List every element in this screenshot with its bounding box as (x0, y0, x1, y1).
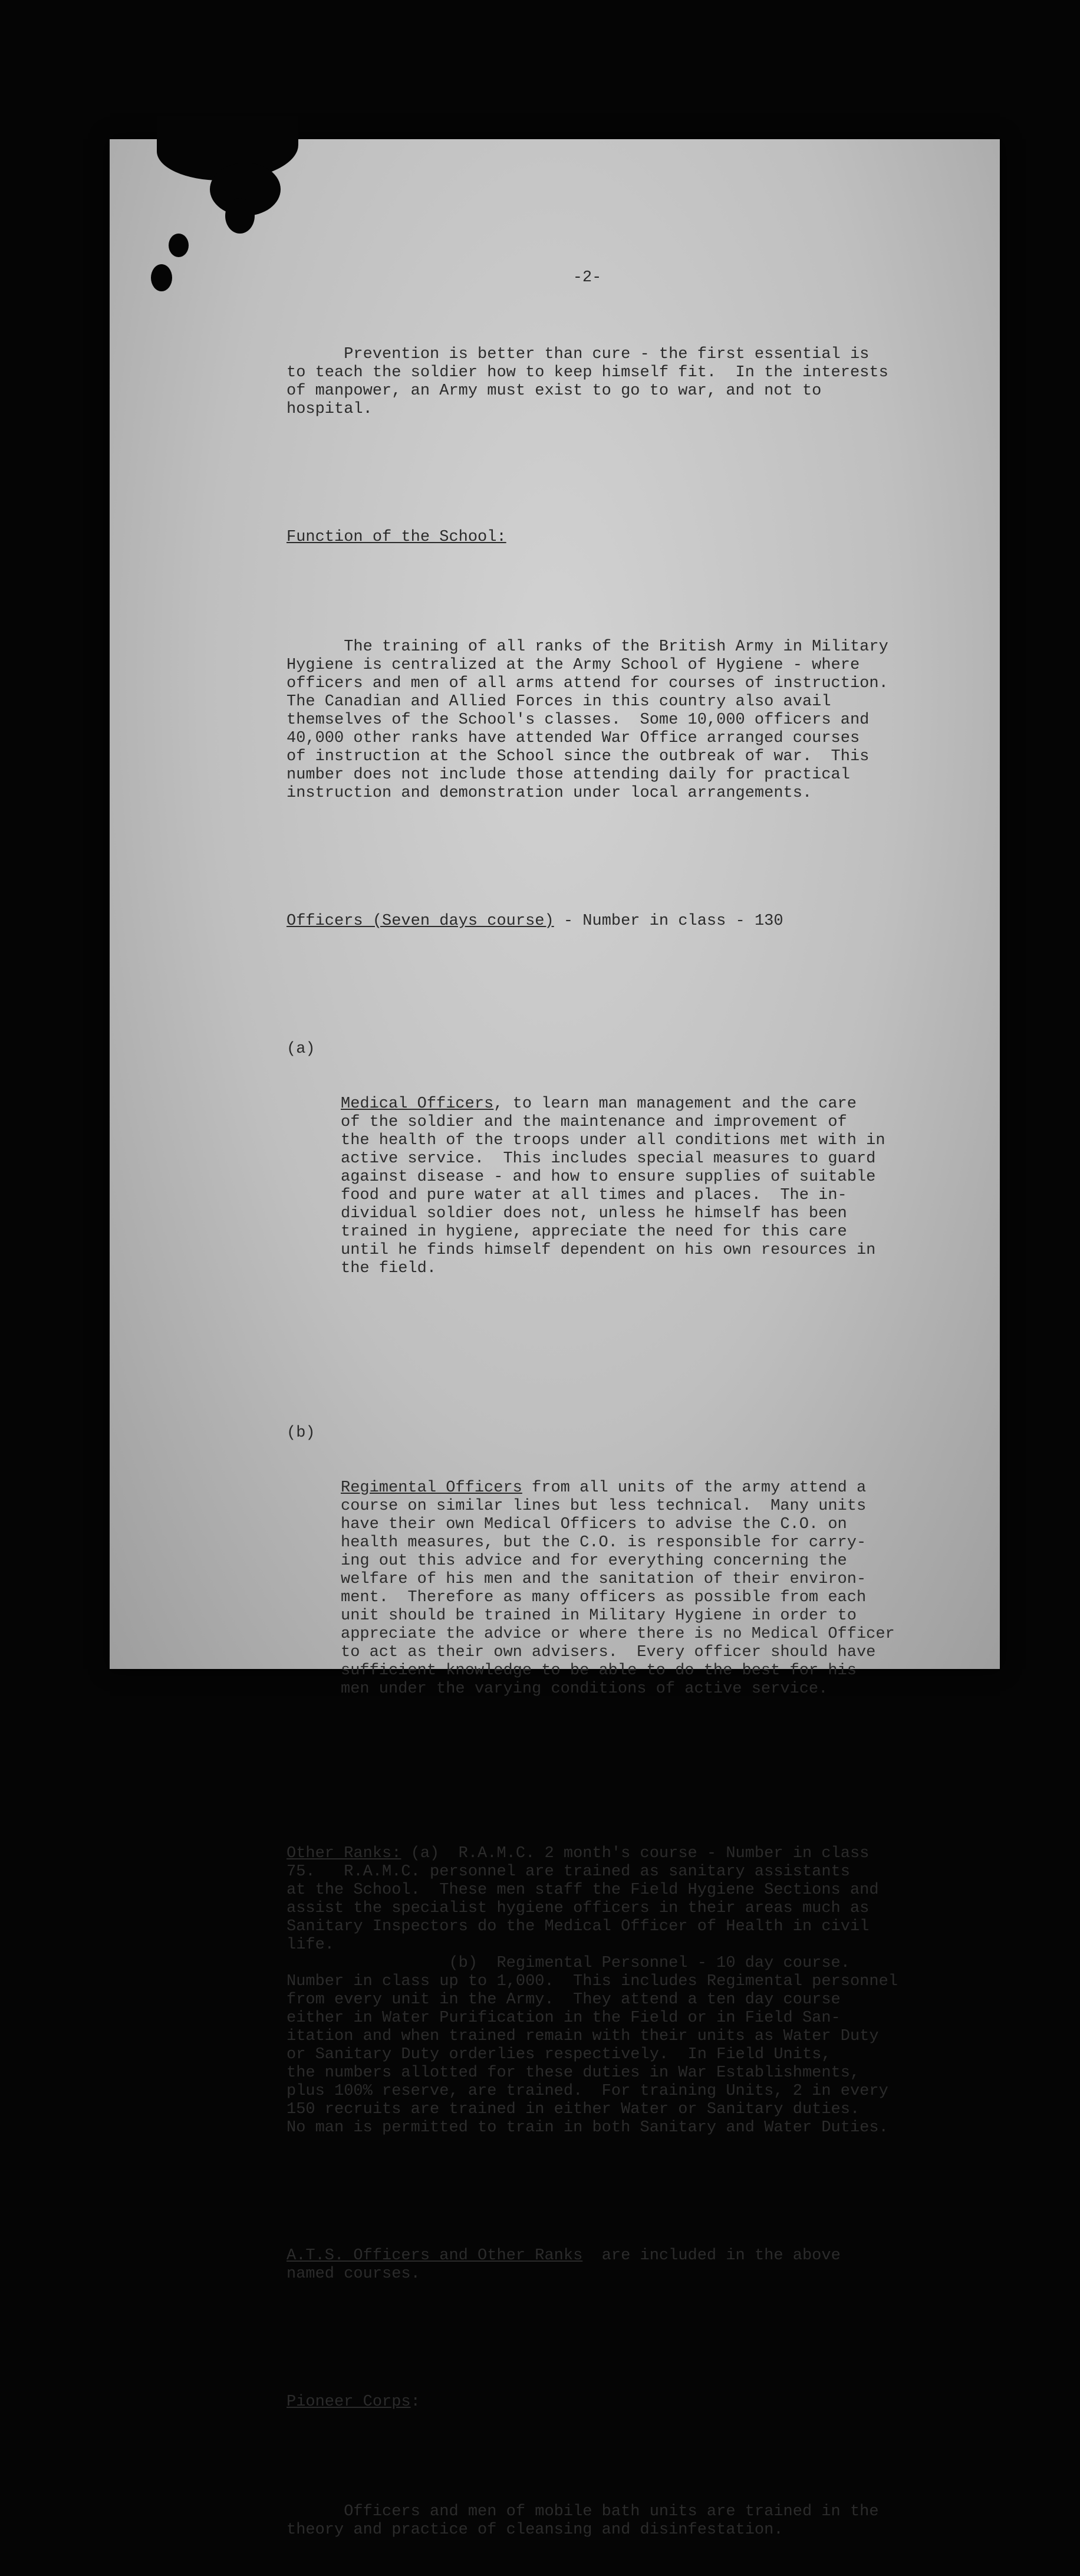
typed-text (287, 232, 970, 2576)
punch-hole (151, 264, 172, 291)
list-a-text: of the soldier and the maintenance and improvement of the health of the troops under all conditions met with in active service. This includes special measures to guard against disease - and how to ensure supplies of suitable food and pure water at all times and places. The in- dividual soldier does not, unless he himself has been trained in hygiene, appreciate the need for this care until he finds himself dependent on his own resources in the field. (341, 1113, 885, 1277)
other-ranks-text: 75. R.A.M.C. personnel are trained as sanitary assistants at the School. These men staff the Field Hygiene Sections and assist the specialist hygiene officers in their areas much as Sanitary Inspectors do the Medical Officer of Health in civil life. (b) Regimental Personnel - 10 day course. Number in class up to 1,000. This includes Regimental personnel from every unit in the Army. They attend a ten day course either in Water Purification in the Field or in Field San- itation and when trained remain with their units as Water Duty or Sanitary Duty orderlies respectively. In Field Units, the numbers allotted for these duties in War Establishments, plus 100% reserve, are trained. For training Units, 2 in every 150 recruits are trained in either Water or Sanitary duties. No man is permitted to train in both Sanitary and Water Duties. (287, 1863, 898, 2137)
list-a-first-line: , to learn man management and the care (493, 1095, 857, 1113)
ats-paragraph (287, 2247, 970, 2283)
other-ranks-heading: Other Ranks: (287, 1845, 401, 1862)
pioneer-heading-colon: : (410, 2393, 420, 2411)
list-body-a (341, 1095, 970, 1278)
intro-paragraph: Prevention is better than cure - the first essential is to teach the soldier how to keep himself fit. In the interests of manpower, an Army must exist to go to war, and not to hospital. (287, 346, 888, 418)
list-label-a: (a) (287, 1040, 315, 1058)
pioneer-heading-text: Pioneer Corps (287, 2393, 411, 2411)
officers-heading-text: Officers (Seven days course) (287, 912, 554, 930)
function-heading (287, 528, 970, 547)
list-b-text: course on similar lines but less technical. Many units have their own Medical Officers to advise the C.O. on health measures, but the C.O. is responsible for carry- ing out this advice and for everything concerning the welfare of his men and the sanitation of their environ- ment. Therefore as many officers as possible from each unit should be trained in Military Hygiene in order to appreciate the advice or where there is no Medical Officer to act as their own advisers. Every officer should have sufficient knowledge to be able to do the best for his men under the varying conditions of active service. (341, 1497, 895, 1698)
list-item-a (287, 1040, 970, 1315)
document-page (110, 139, 1000, 2539)
list-item-b (287, 1424, 970, 1735)
pioneer-heading (287, 2393, 970, 2411)
pioneer-paragraph: Officers and men of mobile bath units are trained in the theory and practice of cleansing and disinfestation. (287, 2503, 879, 2539)
page-number: -2- (572, 269, 602, 287)
list-label-b: (b) (287, 1424, 315, 1442)
other-ranks-paragraph (287, 1845, 970, 2137)
officers-heading (287, 912, 970, 931)
other-ranks-first-line: (a) R.A.M.C. 2 month's course - Number in class (401, 1845, 870, 1862)
function-heading-text: Function of the School: (287, 528, 506, 546)
torn-corner (225, 198, 255, 234)
ats-text: are included in the above named courses. (287, 2247, 841, 2283)
officers-class-size: - Number in class - 130 (554, 912, 783, 930)
regimental-officers-title: Regimental Officers (341, 1479, 522, 1497)
function-paragraph: The training of all ranks of the British Army in Military Hygiene is centralized at the Army School of Hygiene - where officers and men of all arms attend for courses of instruction. The Canadian and Allied Forces in this country also avail themselves of the School's classes. Some 10,000 officers and 40,000 other ranks have attended War Office arranged courses of instruction at the School since the outbreak of war. This number does not include those attending daily for practical instruction and demonstration under local arrangements. (287, 638, 888, 802)
list-body-b (341, 1479, 970, 1698)
medical-officers-title: Medical Officers (341, 1095, 494, 1113)
punch-hole (169, 234, 189, 257)
ats-heading: A.T.S. Officers and Other Ranks (287, 2247, 583, 2265)
list-b-first-line: from all units of the army attend a (522, 1479, 867, 1497)
